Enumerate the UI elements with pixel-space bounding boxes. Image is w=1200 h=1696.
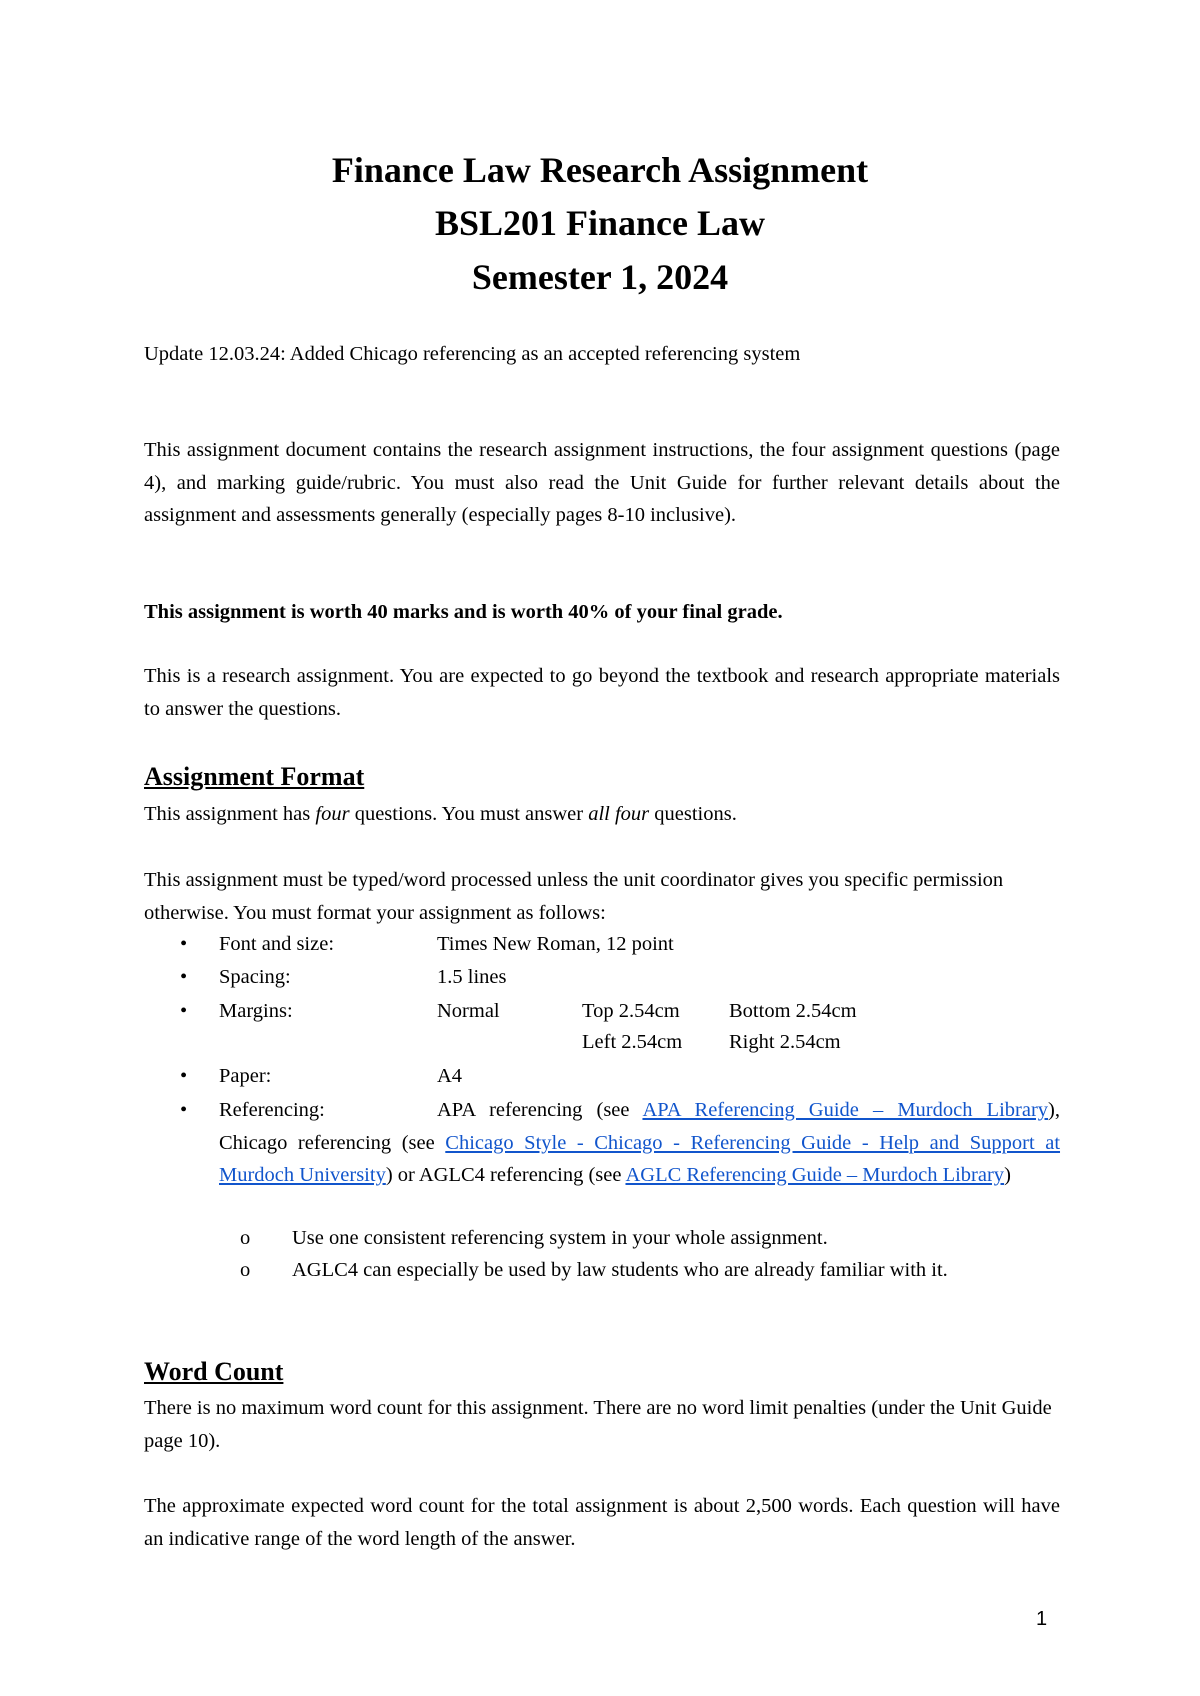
format-item-value: Times New Roman, 12 point bbox=[437, 933, 674, 955]
apa-guide-link[interactable]: APA Referencing Guide – Murdoch Library bbox=[642, 1099, 1049, 1121]
format-item-margins-2 bbox=[144, 1026, 1060, 1059]
bullet-icon: • bbox=[180, 1065, 188, 1087]
word-count-heading: Word Count bbox=[144, 1357, 284, 1386]
bullet-icon: • bbox=[180, 933, 188, 955]
referencing-sub-item bbox=[240, 1222, 1060, 1255]
format-item-value: Normal bbox=[437, 1000, 500, 1022]
format-item-margins bbox=[144, 995, 1060, 1028]
page-number: 1 bbox=[1036, 1608, 1048, 1630]
document-title: Finance Law Research Assignment bbox=[331, 150, 869, 190]
update-note: Update 12.03.24: Added Chicago referencing as an accepted referencing system bbox=[144, 343, 801, 365]
typed-note: This assignment must be typed/word processed unless the unit coordinator gives you specific permission otherwise. You must format your assignment as follows: bbox=[144, 869, 1004, 924]
chicago-guide-link[interactable]: Chicago Style - Chicago - Referencing Guide - Help and Support at Murdoch University bbox=[219, 1131, 1061, 1186]
aglc-guide-link[interactable]: AGLC Referencing Guide – Murdoch Library bbox=[625, 1164, 1005, 1186]
unit-title: BSL201 Finance Law bbox=[434, 203, 766, 243]
bullet-icon: • bbox=[180, 1000, 188, 1022]
semester-title: Semester 1, 2024 bbox=[471, 257, 729, 297]
referencing-label: Referencing: bbox=[219, 1099, 325, 1121]
format-item-label: Spacing: bbox=[219, 966, 291, 988]
margin-top: Top 2.54cm bbox=[582, 1000, 680, 1022]
referencing-sub-item bbox=[240, 1254, 1060, 1287]
format-item-label: Margins: bbox=[219, 1000, 293, 1022]
margin-left: Left 2.54cm bbox=[582, 1031, 683, 1053]
word-count-para1: There is no maximum word count for this assignment. There are no word limit penalties (under the Unit Guide page 10). bbox=[144, 1397, 1052, 1452]
bullet-icon: • bbox=[180, 1099, 188, 1121]
format-item-value: A4 bbox=[437, 1065, 463, 1087]
referencing-text: APA referencing (see APA Referencing Guide – Murdoch Library), Chicago referencing (see Chicago Style - Chicago - Referencing Guide - Help and Support at Murdoch University) or AGLC4 referencing (see AGLC Referencing Guide – Murdoch Library) bbox=[219, 1099, 1061, 1186]
word-count-para2: The approximate expected word count for the total assignment is about 2,500 words. Each question will have an indicative range of the word length of the answer. bbox=[144, 1495, 1060, 1550]
sub-item-text: Use one consistent referencing system in your whole assignment. bbox=[292, 1227, 828, 1249]
format-item-label: Font and size: bbox=[219, 933, 335, 955]
margin-bottom: Bottom 2.54cm bbox=[729, 1000, 857, 1022]
format-heading: Assignment Format bbox=[144, 762, 365, 791]
research-note: This is a research assignment. You are expected to go beyond the textbook and research appropriate materials to answer the questions. bbox=[144, 665, 1060, 720]
sub-bullet-icon: o bbox=[240, 1259, 251, 1281]
format-item-label: Paper: bbox=[219, 1065, 272, 1087]
intro-paragraph: This assignment document contains the research assignment instructions, the four assignment questions (page 4), and marking guide/rubric. You must also read the Unit Guide for further relevant details about the assignment and assessments generally (especially pages 8-10 inclusive). bbox=[144, 439, 1060, 526]
format-item-spacing bbox=[144, 961, 1060, 994]
sub-item-text: AGLC4 can especially be used by law students who are already familiar with it. bbox=[292, 1259, 948, 1281]
format-item-font bbox=[144, 928, 1060, 961]
sub-bullet-icon: o bbox=[240, 1227, 251, 1249]
margin-right: Right 2.54cm bbox=[729, 1031, 841, 1053]
format-item-paper bbox=[144, 1060, 1060, 1093]
worth-statement: This assignment is worth 40 marks and is worth 40% of your final grade. bbox=[144, 601, 783, 623]
format-item-value: 1.5 lines bbox=[437, 966, 507, 988]
bullet-icon: • bbox=[180, 966, 188, 988]
questions-line: This assignment has four questions. You must answer all four questions. bbox=[144, 803, 737, 825]
